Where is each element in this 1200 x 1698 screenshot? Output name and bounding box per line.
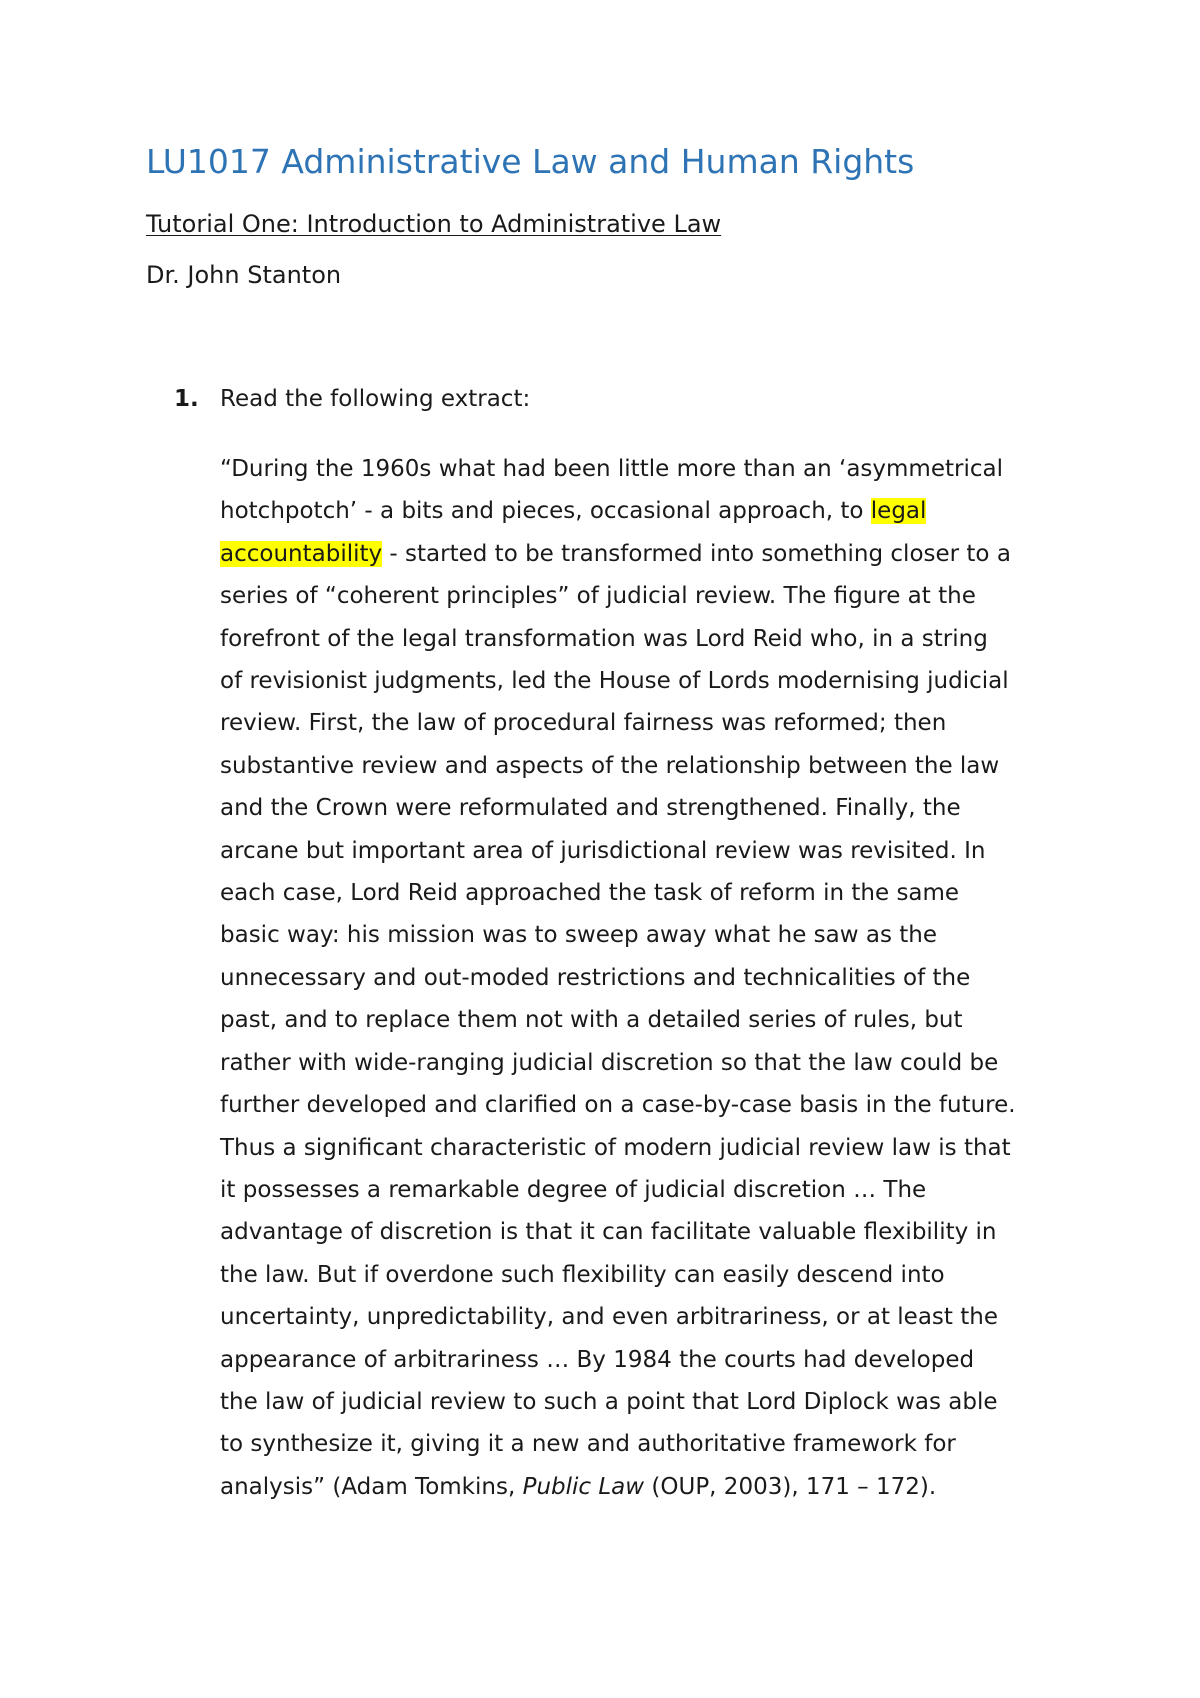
extract-text: hotchpotch’ - a bits and pieces, occasional approach, to <box>220 498 871 525</box>
extract-text: forefront of the legal transformation was Lord Reid who, in a string <box>220 625 988 652</box>
extract-line <box>220 575 1080 617</box>
extract-text: “During the 1960s what had been little more than an ‘asymmetrical <box>220 456 1003 482</box>
extract-line <box>220 533 1080 575</box>
question-prompt: Read the following extract: <box>220 386 531 412</box>
extract-text: uncertainty, unpredictability, and even arbitrariness, or at least the <box>220 1304 998 1331</box>
extract-line <box>220 830 1080 872</box>
extract-text: Thus a significant characteristic of modern judicial review law is that <box>220 1134 1011 1161</box>
extract-text: the law. But if overdone such flexibility can easily descend into <box>220 1261 945 1288</box>
extract-line <box>220 1339 1080 1381</box>
extract-text: and the Crown were reformulated and strengthened. Finally, the <box>220 795 961 822</box>
extract-line <box>220 914 1080 956</box>
extract-line <box>220 448 1080 490</box>
book-title: Public Law <box>522 1473 645 1500</box>
extract-text: advantage of discretion is that it can facilitate valuable flexibility in <box>220 1219 997 1246</box>
extract-text: unnecessary and out-moded restrictions and technicalities of the <box>220 964 971 991</box>
extract-line <box>220 1169 1080 1211</box>
extract-text: the law of judicial review to such a point that Lord Diplock was able <box>220 1388 998 1415</box>
extract-line <box>220 490 1080 532</box>
extract-line <box>220 1381 1080 1423</box>
extract-text: rather with wide-ranging judicial discretion so that the law could be <box>220 1049 999 1076</box>
extract-text: series of “coherent principles” of judicial review. The figure at the <box>220 583 976 610</box>
extract-line <box>220 957 1080 999</box>
extract-text: of revisionist judgments, led the House of Lords modernising judicial <box>220 668 1009 695</box>
author-name: Dr. John Stanton <box>146 261 342 289</box>
extract-line <box>220 1127 1080 1169</box>
extract-text: past, and to replace them not with a detailed series of rules, but <box>220 1007 963 1034</box>
extract-line <box>220 1466 1080 1508</box>
tutorial-subtitle: Tutorial One: Introduction to Administrative Law <box>146 210 722 238</box>
quoted-extract <box>220 448 1080 1508</box>
extract-line <box>220 872 1080 914</box>
extract-line <box>220 999 1080 1041</box>
extract-text: substantive review and aspects of the relationship between the law <box>220 752 1000 779</box>
extract-text: arcane but important area of jurisdictional review was revisited. In <box>220 837 986 864</box>
extract-text: analysis” (Adam Tomkins, <box>220 1473 523 1500</box>
extract-text: appearance of arbitrariness … By 1984 the courts had developed <box>220 1346 975 1373</box>
extract-line <box>220 1042 1080 1084</box>
extract-text: review. First, the law of procedural fairness was reformed; then <box>220 710 947 737</box>
extract-text: basic way: his mission was to sweep away what he saw as the <box>220 922 938 949</box>
highlighted-text: accountability <box>220 540 383 567</box>
extract-line <box>220 1296 1080 1338</box>
extract-text: further developed and clarified on a case-by-case basis in the future. <box>220 1092 1016 1119</box>
extract-line <box>220 787 1080 829</box>
extract-text: it possesses a remarkable degree of judicial discretion … The <box>220 1176 927 1203</box>
extract-line <box>220 618 1080 660</box>
extract-text: each case, Lord Reid approached the task of reform in the same <box>220 880 960 907</box>
extract-line <box>220 1423 1080 1465</box>
extract-text: - started to be transformed into something closer to a <box>382 540 1011 567</box>
extract-line <box>220 1211 1080 1253</box>
extract-line <box>220 1084 1080 1126</box>
extract-text: to synthesize it, giving it a new and authoritative framework for <box>220 1431 956 1458</box>
highlighted-text: legal <box>870 498 927 525</box>
extract-line <box>220 1254 1080 1296</box>
document-title: LU1017 Administrative Law and Human Rights <box>146 142 915 181</box>
extract-line <box>220 745 1080 787</box>
extract-text: (OUP, 2003), 171 – 172). <box>644 1473 937 1500</box>
extract-line <box>220 702 1080 744</box>
question-number: 1. <box>174 386 199 412</box>
question-item <box>174 384 530 414</box>
extract-line <box>220 660 1080 702</box>
